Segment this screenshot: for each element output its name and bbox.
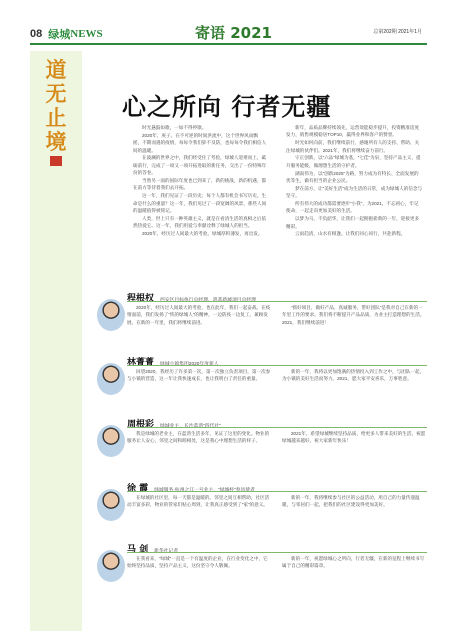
paragraph: 在波澜的世界之中，我们经受住了考验，绿城人迎难而上，砥砺前行，完成了一项又一项开拓进取的新任务，交出了一份特殊年份的答卷。: [133, 155, 267, 176]
section-title: 寄语 2021: [195, 24, 272, 42]
profile-name: 林菁菁: [127, 358, 155, 368]
calligraphy-char: 止: [45, 105, 67, 130]
profile-heading: [127, 542, 178, 555]
profile-heading: [127, 355, 219, 368]
paragraph: 以梦为马，不负韶华，让我们一起拥抱崭新的一年，迎接更多精彩。: [286, 216, 420, 229]
profile-entry: [97, 291, 427, 347]
paragraph: 当然另一面的国际年度也已到来了，新的挑战，新的机遇，都在前方等待着我们去开拓。: [133, 178, 267, 191]
paragraph: 2020年，经历过人间最大的考验，绿城厚积薄发，再出发。: [142, 231, 263, 237]
profile-title: 绿城服务·杭州之江一号业主，“绿城杯”春风使者: [154, 488, 255, 493]
calligraphy-title: [35, 58, 77, 178]
profile-text-right: 新的一年，我将以更加饱满的热情投入到工作之中，与团队一起，为小镇的美好生活而努力。2021，愿大家平安喜乐，万事胜意。: [282, 369, 425, 382]
profile-text-left: 2020年，经历过人间最大的考验，也在此年，我们一起奋战。在疫情面前，我们发扬了“铁的绿城人”的精神，一边防疫一边复工，兼顾发展。在新的一年里，我们将继续前进。: [127, 305, 271, 325]
paragraph: 所有伟大的成功都需要逐步“小我”，为2021，不忘初心，牢记使命，一起走向更加美好的生活。: [286, 201, 419, 214]
profile-divider: [127, 427, 427, 428]
profile-divider: [127, 301, 427, 302]
calligraphy-char: 无: [45, 81, 67, 106]
intro-column-right: [286, 124, 423, 238]
profile-text: [127, 494, 427, 509]
paragraph: 梦在前方，让“美好生活”成为生活的日常，成为绿城人的信念与坚守。: [286, 185, 423, 199]
brand-name-en: NEWS: [70, 28, 103, 40]
profile-divider: [127, 491, 427, 492]
profile-name: 周根彩: [127, 420, 155, 430]
profile-heading: [127, 417, 221, 430]
paragraph: 这一年，我们见证了一段历史；每个人都有机会书写历史。生命是什么的重量？这一年，我们见过了一段宽阔的风景，那些人间的温暖值得被铭记。: [133, 193, 267, 214]
intro-column-left: [133, 124, 267, 238]
profile-name: 马 剑: [127, 545, 149, 555]
profile-divider: [127, 552, 427, 553]
paragraph: 时光悬鼓如歌，一如不得停歇。: [142, 125, 207, 130]
paragraph: 守正创新，以“六品”绿城为基，“七佳”为泉，坚持产品主义，提升服务能级，做理想生活的守护者。: [286, 155, 421, 168]
paragraph: 2020年，庚子。在不可逆的时间洪流中，这个世界风雨飘摇，不期而遇的疫情，每每令我们猝不及防，也每每令我们相信人间的温暖。: [133, 132, 267, 153]
profile-text-left: 回望2020，我经历了许多第一次，第一次独立负责项目，第一次参与小镇的营造，这一年让我快速成长，也让我明白了责任的重量。: [127, 369, 271, 382]
paragraph: 云雨趋清，山水有相逢。让我们同心同行，共赴新程。: [295, 231, 406, 237]
calligraphy-char: 境: [45, 129, 67, 154]
portrait-photo: [97, 550, 125, 582]
issue-info: 总第202期 2021年1月: [373, 29, 422, 35]
brand-name-cn: 绿城: [48, 29, 71, 41]
profile-text-right: 新的一年，我将继续参与社区的公益活动，用自己的力量传递温暖，与邻居们一起，把我们的社区建设得更加美好。: [282, 495, 420, 508]
portrait-photo: [97, 299, 125, 331]
profile-entry: [97, 417, 427, 473]
header-divider: [30, 43, 427, 45]
profile-name: 徐 霞: [127, 484, 149, 494]
headline: 心之所向 行者无疆: [122, 93, 332, 121]
paragraph: 新年，品质品牌持续领先，运营效能稳步提升，投资精准适度发力，销售规模稳居TOP10，赢得业界和客户的赞誉。: [286, 125, 420, 138]
profile-entry: [97, 355, 427, 411]
profile-text-right: 2021年，希望绿城继续坚持品质，给更多人带来美好的生活。祝愿绿城越来越好，祝大家新年快乐！: [282, 431, 426, 444]
profile-title: 新华社记者: [154, 549, 179, 554]
profile-text-right: 新的一年，祝愿绿城心之所向，行者无疆，在新的征程上继续书写属于自己的精彩篇章。: [282, 556, 425, 569]
red-seal-icon: [50, 156, 62, 166]
profile-title: 西安区目标执行总经理、鸿基新城项目总经理: [160, 298, 256, 303]
profile-entry: [97, 542, 427, 598]
paragraph: 湖南伟为，以“创新2025”为路，努力成为有特长、全面发展的优等生，做有担当的企业公民。: [286, 170, 419, 184]
profile-text: [127, 430, 427, 445]
calligraphy-char: 道: [45, 57, 67, 82]
profile-divider: [127, 365, 427, 366]
profile-text: [127, 368, 427, 383]
page-number: 08: [30, 28, 43, 40]
profile-title: 绿城小镇集团2020年度新人: [160, 362, 219, 367]
profile-text-right: “抓好项目，做好产品，真诚服务，带好团队”是我对自己在新的一年里工作的要求。我们将不断提升产品品质，为业主打造理想的生活。2021，我们继续前进！: [282, 305, 425, 325]
profile-entry: [97, 481, 427, 537]
profile-text: [127, 555, 427, 570]
profile-title: 绿城业主，长沙蓝湾“四代社”: [160, 424, 221, 429]
profile-text-left: 在绿城的社区里，每一天都是温暖的。邻里之间互相帮助，社区活动丰富多彩，物业的管家们贴心周到，让我真正感受到了“家”的意义。: [127, 495, 270, 508]
paragraph: 时光如何向前，我们继续前行，感谢所有人的支持、帮助、关注绿城的伙伴们。2021年，我们将继续奋力前行。: [286, 140, 420, 153]
profile-text-left: 我是绿城的老业主，在蓝湾生活多年，见证了这里的变化。物业的服务让人安心，邻里之间和睦相处，这是我心中理想生活的样子。: [127, 431, 270, 444]
profile-text: [127, 304, 427, 326]
portrait-photo: [97, 425, 125, 457]
profile-text-left: 在我看来，“绿城”一直是一个有温度的企业，在行业变化之中，它始终坚持品质，坚持产品主义，这份坚守令人敬佩。: [127, 556, 268, 569]
portrait-photo: [97, 363, 125, 395]
profile-name: 程根权: [127, 294, 155, 304]
profile-heading: [127, 291, 256, 304]
portrait-photo: [97, 489, 125, 521]
page-header: [0, 0, 450, 44]
header-left: [30, 26, 103, 42]
paragraph: 人类，世上只有一种英雄主义，就是在看清生活的真相之后依然热爱它。这一年，我们用爱与奉献诠释了绿城人的担当。: [133, 215, 267, 229]
profile-heading: [127, 481, 255, 494]
